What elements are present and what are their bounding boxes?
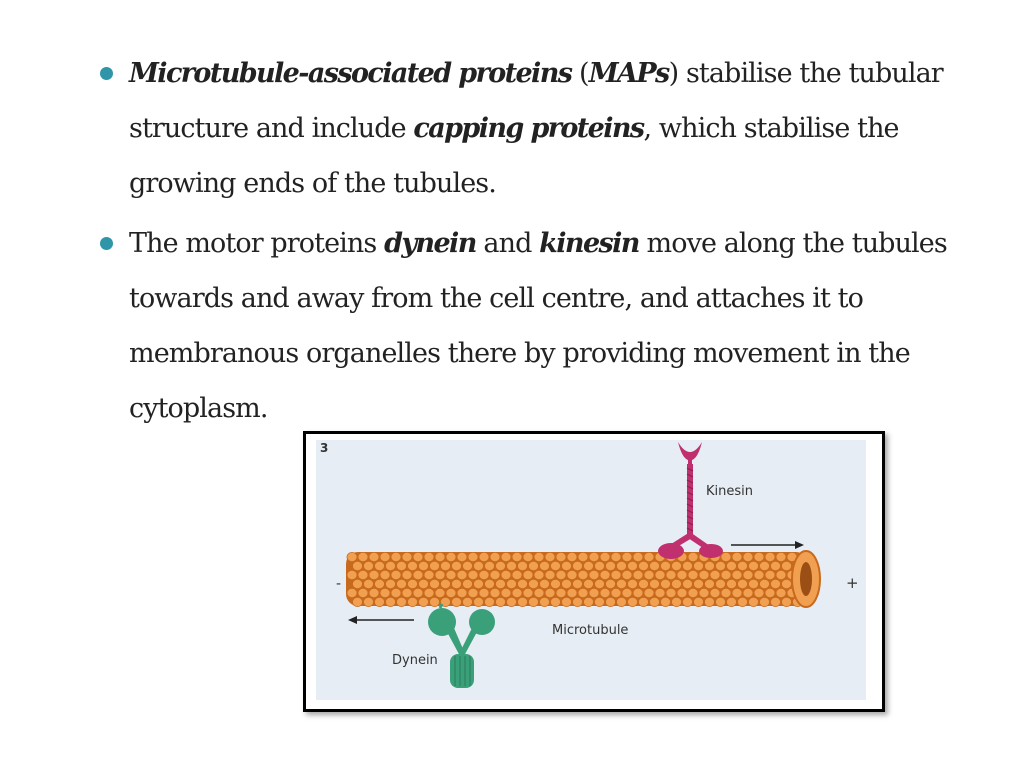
tubulin-subunit [501, 552, 511, 561]
tubulin-subunit [705, 597, 715, 606]
tubulin-subunit [760, 579, 770, 588]
tubulin-subunit [518, 561, 528, 570]
tubulin-subunit [490, 570, 500, 579]
tubulin-subunit [468, 552, 478, 561]
emphasized-term: capping proteins [413, 113, 644, 144]
tubulin-subunit [540, 579, 550, 588]
tubulin-subunit [375, 579, 385, 588]
tubulin-subunit [468, 588, 478, 597]
text-run: and [475, 228, 540, 259]
tubulin-subunit [721, 570, 731, 579]
tubulin-subunit [672, 597, 682, 606]
tubulin-subunit [463, 579, 473, 588]
tubulin-subunit [771, 579, 781, 588]
tubulin-subunit [628, 597, 638, 606]
tubulin-subunit [551, 561, 561, 570]
tubulin-subunit [556, 588, 566, 597]
text-run: ) stabilise the tubular structure and include [129, 58, 943, 144]
motor-protein-figure [303, 431, 885, 712]
emphasized-term: dynein [384, 228, 476, 259]
tubulin-subunit [639, 597, 649, 606]
tubulin-subunit [375, 597, 385, 606]
tubulin-subunit [644, 588, 654, 597]
tubulin-subunit [749, 597, 759, 606]
bullet-list [100, 46, 1000, 436]
tubulin-subunit [611, 552, 621, 561]
tubulin-subunit [386, 561, 396, 570]
tubulin-subunit [628, 561, 638, 570]
tubulin-subunit [479, 570, 489, 579]
tubulin-subunit [694, 561, 704, 570]
tubulin-subunit [578, 570, 588, 579]
tubulin-subunit [765, 552, 775, 561]
tubulin-subunit [358, 552, 368, 561]
tubulin-subunit [507, 597, 517, 606]
tubulin-subunit [562, 561, 572, 570]
tubulin-subunit [710, 570, 720, 579]
tubulin-subunit [430, 561, 440, 570]
tubulin-subunit [413, 570, 423, 579]
tubulin-subunit [666, 570, 676, 579]
kinesin-head-left [658, 543, 684, 559]
tubulin-subunit [419, 561, 429, 570]
tubulin-subunit [419, 579, 429, 588]
tubulin-subunit [666, 588, 676, 597]
tubulin-subunit [617, 561, 627, 570]
tubulin-subunit [578, 552, 588, 561]
tubulin-subunit [512, 570, 522, 579]
tubulin-subunit [716, 597, 726, 606]
tubulin-subunit [738, 597, 748, 606]
tubulin-subunit [397, 579, 407, 588]
plus-end-label: + [846, 574, 859, 592]
tubulin-subunit [589, 552, 599, 561]
tubulin-subunit [391, 588, 401, 597]
tubulin-subunit [694, 579, 704, 588]
tubulin-subunit [463, 561, 473, 570]
tubulin-subunit [738, 561, 748, 570]
tubulin-subunit [683, 561, 693, 570]
tubulin-subunit [595, 561, 605, 570]
tubulin-subunit [749, 579, 759, 588]
tubulin-subunit [534, 552, 544, 561]
tubulin-subunit [606, 561, 616, 570]
tubulin-subunit [732, 570, 742, 579]
tubulin-subunit [584, 597, 594, 606]
tubulin-subunit [749, 561, 759, 570]
tubulin-subunit [424, 588, 434, 597]
tubulin-subunit [584, 561, 594, 570]
tubulin-subunit [545, 570, 555, 579]
tubulin-subunit [611, 588, 621, 597]
tubulin-subunit [408, 561, 418, 570]
tubulin-subunit [402, 570, 412, 579]
tubulin-subunit [776, 552, 786, 561]
tubulin-subunit [364, 579, 374, 588]
tubulin-subunit [375, 561, 385, 570]
tubulin-subunit [754, 570, 764, 579]
microtubule-label: Microtubule [552, 623, 629, 638]
tubulin-subunit [529, 561, 539, 570]
tubulin-subunit [369, 570, 379, 579]
tubulin-subunit [446, 570, 456, 579]
tubulin-subunit [782, 561, 792, 570]
tubulin-subunit [496, 561, 506, 570]
tubulin-subunit [353, 597, 363, 606]
tubulin-subunit [457, 552, 467, 561]
tubulin-subunit [639, 561, 649, 570]
tubulin-subunit [765, 570, 775, 579]
tubulin-subunit [760, 597, 770, 606]
tubulin-subunit [622, 570, 632, 579]
tubulin-subunit [507, 561, 517, 570]
tubulin-subunit [490, 588, 500, 597]
tubulin-subunit [595, 579, 605, 588]
kinesin-label: Kinesin [706, 484, 753, 499]
tubulin-subunit [567, 552, 577, 561]
tubulin-subunit [661, 561, 671, 570]
tubulin-subunit [435, 588, 445, 597]
tubulin-subunit [474, 561, 484, 570]
tubulin-subunit [716, 579, 726, 588]
tubulin-subunit [743, 552, 753, 561]
tubulin-subunit [705, 561, 715, 570]
tubulin-subunit [364, 597, 374, 606]
tubulin-subunit [776, 570, 786, 579]
tubulin-subunit [683, 597, 693, 606]
tubulin-subunit [699, 588, 709, 597]
tubulin-subunit [501, 588, 511, 597]
tubulin-subunit [452, 579, 462, 588]
tubulin-subunit [727, 579, 737, 588]
tubulin-subunit [364, 561, 374, 570]
tubulin-subunit [567, 570, 577, 579]
bullet-dot-icon [100, 67, 113, 80]
tubulin-subunit [485, 579, 495, 588]
tubulin-subunit [413, 552, 423, 561]
tubulin-subunit [776, 588, 786, 597]
tubulin-subunit [562, 579, 572, 588]
tubulin-subunit [353, 561, 363, 570]
microtubule-illustration [346, 551, 820, 607]
tubulin-subunit [441, 579, 451, 588]
text-run: ( [571, 58, 589, 89]
tubulin-subunit [562, 597, 572, 606]
tubulin-subunit [479, 552, 489, 561]
bullet-text [129, 58, 943, 199]
tubulin-subunit [534, 588, 544, 597]
dynein-stalk [440, 604, 442, 608]
tubulin-subunit [556, 570, 566, 579]
tubulin-subunit [540, 597, 550, 606]
tubulin-subunit [419, 597, 429, 606]
tubulin-subunit [545, 552, 555, 561]
tubulin-subunit [518, 579, 528, 588]
tubulin-subunit [474, 579, 484, 588]
tubulin-subunit [523, 588, 533, 597]
tubulin-subunit [380, 570, 390, 579]
tubulin-subunit [496, 579, 506, 588]
tubulin-subunit [633, 570, 643, 579]
tubulin-subunit [782, 579, 792, 588]
tubulin-subunit [512, 588, 522, 597]
tubulin-subunit [523, 552, 533, 561]
tubulin-subunit [628, 579, 638, 588]
tubulin-subunit [732, 588, 742, 597]
tubulin-subunit [551, 597, 561, 606]
tubulin-subunit [457, 570, 467, 579]
tubulin-subunit [688, 570, 698, 579]
tubulin-subunit [369, 552, 379, 561]
bullet-text [129, 228, 947, 424]
tubulin-subunit [705, 579, 715, 588]
tubulin-subunit [639, 579, 649, 588]
tubulin-subunit [435, 552, 445, 561]
bullet-maps [100, 46, 1000, 211]
tubulin-subunit [424, 552, 434, 561]
tubulin-subunit [633, 552, 643, 561]
tubulin-subunit [600, 552, 610, 561]
tubulin-subunit [353, 579, 363, 588]
tubulin-subunit [402, 588, 412, 597]
tubulin-subunit [754, 588, 764, 597]
tubulin-subunit [573, 561, 583, 570]
tubulin-subunit [721, 552, 731, 561]
tubulin-subunit [743, 588, 753, 597]
microtubule-lumen [800, 562, 812, 596]
tubulin-subunit [347, 570, 357, 579]
tubulin-subunit [650, 561, 660, 570]
tubulin-subunit [490, 552, 500, 561]
tubulin-subunit [606, 579, 616, 588]
tubulin-subunit [540, 561, 550, 570]
tubulin-subunit [655, 588, 665, 597]
tubulin-subunit [650, 579, 660, 588]
figure-canvas [306, 434, 882, 709]
bullet-dot-icon [100, 237, 113, 250]
dynein-label: Dynein [392, 653, 438, 668]
tubulin-subunit [474, 597, 484, 606]
tubulin-subunit [479, 588, 489, 597]
tubulin-subunit [688, 552, 698, 561]
tubulin-subunit [633, 588, 643, 597]
tubulin-subunit [485, 597, 495, 606]
tubulin-subunit [391, 552, 401, 561]
tubulin-subunit [617, 597, 627, 606]
tubulin-subunit [507, 579, 517, 588]
tubulin-subunit [661, 579, 671, 588]
tubulin-subunit [380, 588, 390, 597]
tubulin-subunit [738, 579, 748, 588]
tubulin-subunit [424, 570, 434, 579]
tubulin-subunit [677, 588, 687, 597]
tubulin-subunit [782, 597, 792, 606]
tubulin-subunit [655, 570, 665, 579]
tubulin-subunit [386, 579, 396, 588]
tubulin-subunit [435, 570, 445, 579]
tubulin-subunit [611, 570, 621, 579]
tubulin-subunit [496, 597, 506, 606]
tubulin-subunit [441, 561, 451, 570]
tubulin-subunit [430, 579, 440, 588]
tubulin-subunit [672, 561, 682, 570]
tubulin-subunit [732, 552, 742, 561]
tubulin-subunit [644, 552, 654, 561]
tubulin-subunit [358, 588, 368, 597]
tubulin-subunit [771, 561, 781, 570]
tubulin-subunit [523, 570, 533, 579]
tubulin-subunit [589, 570, 599, 579]
tubulin-subunit [452, 561, 462, 570]
tubulin-subunit [397, 561, 407, 570]
tubulin-subunit [765, 588, 775, 597]
minus-end-label: - [336, 576, 342, 592]
tubulin-subunit [452, 597, 462, 606]
tubulin-subunit [721, 588, 731, 597]
tubulin-subunit [501, 570, 511, 579]
tubulin-subunit [518, 597, 528, 606]
tubulin-subunit [468, 570, 478, 579]
tubulin-subunit [650, 597, 660, 606]
text-run: , which stabilise the growing ends of the tubules. [129, 113, 899, 199]
tubulin-subunit [589, 588, 599, 597]
tubulin-subunit [463, 597, 473, 606]
tubulin-subunit [688, 588, 698, 597]
tubulin-subunit [600, 588, 610, 597]
tubulin-subunit [402, 552, 412, 561]
tubulin-subunit [369, 588, 379, 597]
tubulin-subunit [358, 570, 368, 579]
tubulin-subunit [743, 570, 753, 579]
tubulin-subunit [551, 579, 561, 588]
tubulin-subunit [391, 570, 401, 579]
tubulin-subunit [573, 597, 583, 606]
tubulin-subunit [710, 588, 720, 597]
tubulin-subunit [534, 570, 544, 579]
tubulin-subunit [677, 570, 687, 579]
tubulin-subunit [430, 597, 440, 606]
tubulin-subunit [760, 561, 770, 570]
tubulin-subunit [556, 552, 566, 561]
emphasized-term: Microtubule-associated proteins [129, 58, 572, 89]
tubulin-subunit [754, 552, 764, 561]
tubulin-subunit [408, 597, 418, 606]
tubulin-subunit [694, 597, 704, 606]
figure-number: 3 [320, 441, 329, 455]
tubulin-subunit [661, 597, 671, 606]
tubulin-subunit [446, 552, 456, 561]
tubulin-subunit [716, 561, 726, 570]
text-run: move along the tubules towards and away from the cell centre, and attaches it to membranous organelles there by providing movement in the cytoplasm. [129, 228, 947, 424]
emphasized-term: kinesin [539, 228, 639, 259]
tubulin-subunit [446, 588, 456, 597]
emphasized-term: MAPs [588, 58, 669, 89]
tubulin-subunit [347, 552, 357, 561]
tubulin-subunit [644, 570, 654, 579]
text-run: The motor proteins [129, 228, 385, 259]
kinesin-head-right [699, 544, 723, 558]
tubulin-subunit [529, 597, 539, 606]
tubulin-subunit [347, 588, 357, 597]
tubulin-subunit [617, 579, 627, 588]
tubulin-subunit [771, 597, 781, 606]
tubulin-subunit [578, 588, 588, 597]
tubulin-subunit [386, 597, 396, 606]
tubulin-subunit [545, 588, 555, 597]
tubulin-subunit [727, 597, 737, 606]
tubulin-subunit [600, 570, 610, 579]
tubulin-subunit [413, 588, 423, 597]
tubulin-subunit [485, 561, 495, 570]
tubulin-subunit [595, 597, 605, 606]
tubulin-subunit [699, 570, 709, 579]
tubulin-subunit [622, 552, 632, 561]
tubulin-subunit [727, 561, 737, 570]
tubulin-subunit [529, 579, 539, 588]
tubulin-subunit [567, 588, 577, 597]
tubulin-subunit [512, 552, 522, 561]
tubulin-subunit [683, 579, 693, 588]
tubulin-subunit [408, 579, 418, 588]
tubulin-subunit [573, 579, 583, 588]
bullet-motor-proteins [100, 216, 1000, 436]
tubulin-subunit [457, 588, 467, 597]
tubulin-subunit [622, 588, 632, 597]
tubulin-subunit [672, 579, 682, 588]
tubulin-subunit [397, 597, 407, 606]
tubulin-subunit [606, 597, 616, 606]
tubulin-subunit [584, 579, 594, 588]
tubulin-subunit [380, 552, 390, 561]
